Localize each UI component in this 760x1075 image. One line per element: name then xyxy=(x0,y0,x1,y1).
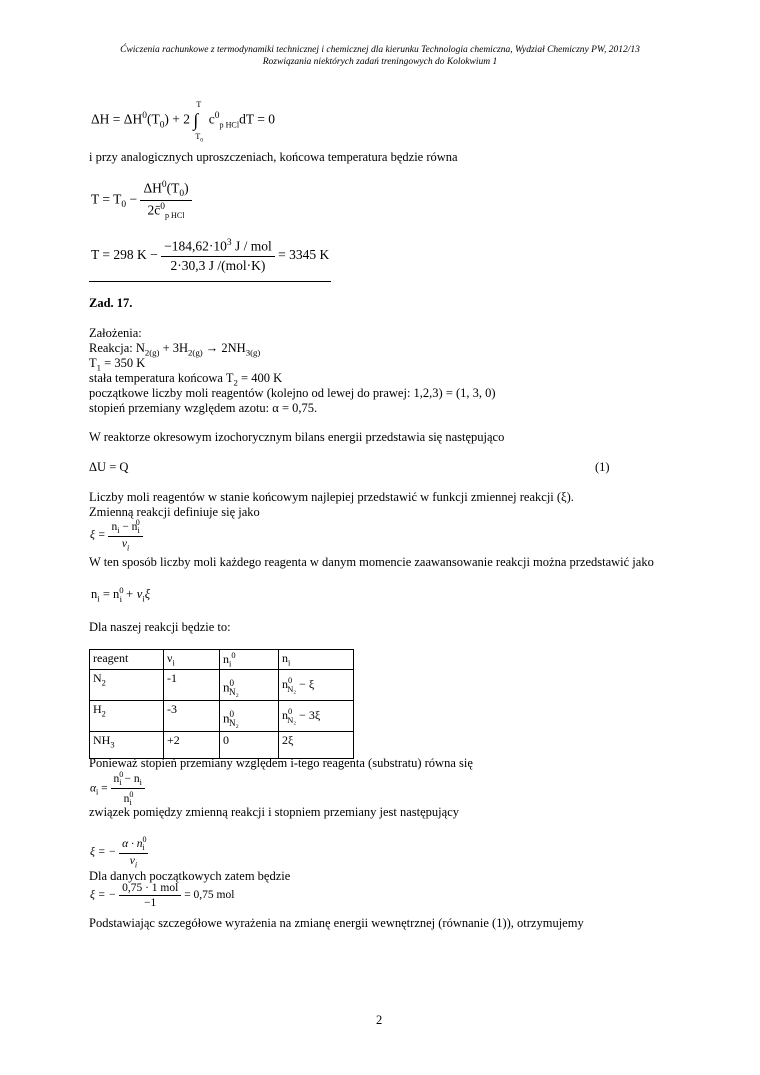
text-our-reaction: Dla naszej reakcji będzie to: xyxy=(89,620,231,634)
table-header-cell: reagent xyxy=(90,650,164,670)
equation-alpha: $\alpha_i$ = $\frac{n^0_i - n_i}{n^0_i}$ xyxy=(90,770,145,807)
text-substitute: Podstawiając szczegółowe wyrażenia na zmianę energii wewnętrznej (równanie (1)), otrzymujemy xyxy=(89,916,584,930)
table-row xyxy=(90,670,354,701)
equation-t-formula: $T = T_0$ − $\frac{\Delta H^0(T_0)}{2c̄^0_{p HCl}}$ xyxy=(91,180,192,220)
text-initial: Dla danych początkowych zatem będzie xyxy=(89,869,291,883)
table-cell: +2 xyxy=(164,732,220,759)
equation-du-q: ΔU = Q xyxy=(89,460,129,474)
table-row xyxy=(90,732,354,759)
equation-label-1: (1) xyxy=(595,460,610,474)
text-relation: związek pomiędzy zmienną reakcji i stopniem przemiany jest następujący xyxy=(89,805,459,819)
table-cell: -1 xyxy=(164,670,220,701)
equation-ni: $n_i = n^0_i + \nu_i\xi$ xyxy=(91,585,151,604)
conversion-line: stopień przemiany względem azotu: α = 0,75. xyxy=(89,401,318,415)
table-cell: $n^0_{N_2} - \xi$ xyxy=(279,670,354,701)
equation-xi-definition: ξ = $\frac{n_i - n_i^0}{\nu_i}$ xyxy=(90,518,143,552)
table-cell: $n^0_{N_2} - 3\xi$ xyxy=(279,701,354,732)
table-row xyxy=(90,701,354,732)
table-cell: 2ξ xyxy=(279,732,354,759)
text-analog: i przy analogicznych uproszczeniach, końcowa temperatura będzie równa xyxy=(89,150,458,164)
table-cell: $n^0_{N_2}$ xyxy=(220,701,279,732)
reagent-table xyxy=(89,649,354,759)
t2-line: stała temperatura końcowa $T_2 = 400$ K xyxy=(89,371,283,388)
table-cell: $n^0_{N_2}$ xyxy=(220,670,279,701)
equation-t-numeric: T = 298 K − $\frac{-184,62\cdot 10^3 J / mol}{\text{2·30,3 J /(mol·K)}}$ = 3345 K xyxy=(91,238,330,273)
page-number: 2 xyxy=(376,1013,383,1027)
table-header-cell: $n_i$ xyxy=(279,650,354,670)
reaction-line: Reakcja: $N_{2(g)} + 3H_{2(g)} \to 2NH_{3(g)}$ xyxy=(89,341,261,358)
text-moles-final: Liczby moli reagentów w stanie końcowym najlepiej przedstawić w funkcji zmiennej reakcji (ξ). xyxy=(89,490,574,504)
table-cell: $N_2$ xyxy=(90,670,164,701)
page-header-line2: Rozwiązania niektórych zadań treningowych do Kolokwium 1 xyxy=(262,57,498,67)
table-header-row xyxy=(90,650,354,670)
page-header-line1: Ćwiczenia rachunkowe z termodynamiki technicznej i chemicznej dla kierunku Technologia chemiczna, Wydział Chemiczny PW, 2012/13 xyxy=(120,45,640,55)
equation-xi-value: ξ = − $\frac{\text{0,75 · 1 mol}}{-1}$ = 0,75 mol xyxy=(90,882,235,909)
table-cell: 0 xyxy=(220,732,279,759)
table-header-cell: $\nu_i$ xyxy=(164,650,220,670)
t1-line: $T_1 = 350$ K xyxy=(89,356,146,373)
text-xi-def: Zmienną reakcji definiuje się jako xyxy=(89,505,260,519)
table-cell: -3 xyxy=(164,701,220,732)
integral-sign: ∫ T $T_0$ xyxy=(193,100,204,144)
equation-delta-h-integral: $\Delta H = \Delta H^0(T_0) + 2$ ∫ T $T_0$ $c^0_{p HCl}dT = 0$ xyxy=(91,100,275,144)
result-underline xyxy=(89,281,331,282)
text-since: Ponieważ stopień przemiany względem i-tego reagenta (substratu) równa się xyxy=(89,756,473,770)
equation-xi-alpha: ξ = − $\frac{\alpha \cdot n^0_i}{\nu_i}$ xyxy=(90,835,147,870)
table-cell: $H_2$ xyxy=(90,701,164,732)
text-reactor: W reaktorze okresowym izochorycznym bilans energii przedstawia się następująco xyxy=(89,430,505,444)
table-header-cell: $n_i^0$ xyxy=(220,650,279,670)
assumptions-title: Założenia: xyxy=(89,326,142,340)
initial-moles-line: początkowe liczby moli reagentów (kolejno od lewej do prawej: 1,2,3) = (1, 3, 0) xyxy=(89,386,496,400)
text-each: W ten sposób liczby moli każdego reagenta w danym momencie zaawansowanie reakcji można przedstawić jako xyxy=(89,555,654,569)
section-title: Zad. 17. xyxy=(89,296,133,310)
table-cell: $NH_3$ xyxy=(90,732,164,759)
